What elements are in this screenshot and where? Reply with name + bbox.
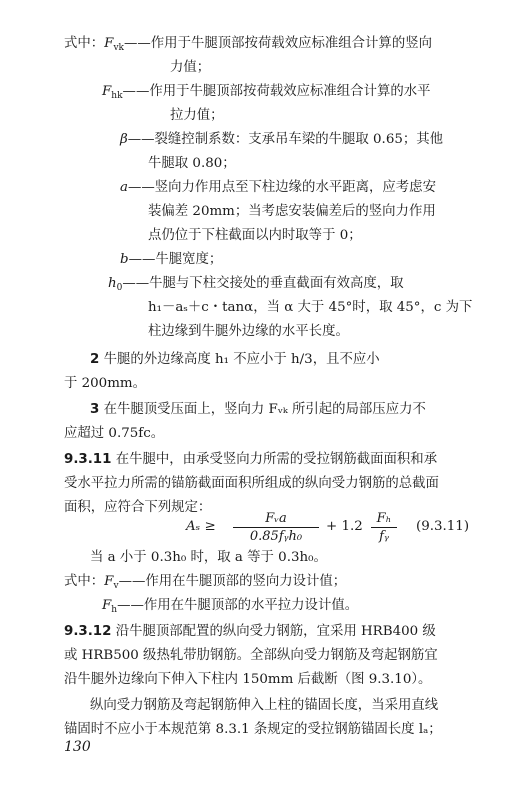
clause-text: 沿牛腿顶部配置的纵向受力钢筋，宜采用 HRB400 级 — [115, 624, 436, 639]
symbol-sub-0: 0 — [116, 283, 123, 293]
symbol-b: b — [120, 252, 129, 267]
definition-text: ——竖向力作用点至下柱边缘的水平距离，应考虑安 — [127, 180, 436, 195]
clause-number: 9.3.11 — [64, 452, 112, 467]
clause-text: 在牛腿顶受压面上，竖向力 Fᵥₖ 所引起的局部压应力不 — [103, 402, 426, 417]
symbol-sub-v: v — [113, 581, 119, 591]
definition-continuation: 点仍位于下柱截面以内时取等于 0； — [148, 228, 362, 243]
clause-continuation: 面积，应符合下列规定： — [64, 500, 212, 515]
definition-h0 — [108, 274, 404, 298]
clause-number: 9.3.12 — [64, 624, 112, 639]
symbol-f: F — [102, 84, 112, 99]
definition-fv — [64, 572, 346, 596]
definition-continuation: 柱边缘到牛腿外边缘的水平长度。 — [148, 324, 349, 339]
formula-number: (9.3.11) — [416, 519, 470, 534]
fraction-numerator: Fₕ — [376, 511, 392, 526]
formula-plus-term: + 1.2 — [326, 519, 363, 534]
clause-continuation: 沿牛腿外边缘向下伸入下柱内 150mm 后截断（图 9.3.10）。 — [64, 672, 432, 687]
clause-text: 在牛腿中，由承受竖向力所需的受拉钢筋截面面积和承 — [115, 452, 438, 467]
clause-number: 3 — [90, 402, 100, 417]
definition-continuation: h₁－aₛ＋c・tanα，当 α 大于 45°时，取 45°，c 为下 — [148, 300, 473, 315]
page-number: 130 — [64, 739, 91, 755]
clause-3 — [90, 400, 426, 420]
symbol-f: F — [102, 598, 112, 613]
fraction-2 — [370, 510, 398, 545]
symbol-f: F — [104, 574, 114, 589]
clause-text: 牛腿的外边缘高度 h₁ 不应小于 h/3，且不应小 — [103, 352, 380, 367]
definition-text: ——牛腿宽度； — [128, 252, 223, 267]
symbol-beta: β — [120, 132, 128, 147]
definition-beta — [120, 130, 443, 150]
formula-9-3-11 — [180, 508, 500, 548]
clause-continuation: 于 200mm。 — [64, 376, 146, 391]
where-label: 式中： — [64, 574, 105, 589]
definition-continuation: 拉力值； — [170, 108, 224, 123]
paragraph-continuation: 锚固时不应小于本规范第 8.3.1 条规定的受拉钢筋锚固长度 lₐ； — [64, 722, 442, 737]
clause-9-3-12 — [64, 622, 436, 642]
symbol-sub-h: h — [111, 605, 118, 615]
definition-text: ——作用于牛腿顶部按荷载效应标准组合计算的水平 — [122, 84, 431, 99]
definition-continuation: 力值； — [170, 60, 211, 75]
fraction-numerator: Fᵥa — [265, 511, 287, 526]
where-label: 式中： — [64, 36, 105, 51]
definition-fhk — [102, 82, 431, 106]
definition-continuation: 装偏差 20mm；当考虑安装偏差后的竖向力作用 — [148, 204, 436, 219]
fraction-denominator: 0.85fᵧh₀ — [249, 529, 303, 544]
paragraph: 纵向受力钢筋及弯起钢筋伸入上柱的锚固长度，当采用直线 — [90, 698, 439, 713]
definition-text: ——作用在牛腿顶部的竖向力设计值； — [118, 574, 347, 589]
definition-text: ——牛腿与下柱交接处的垂直截面有效高度，取 — [122, 276, 404, 291]
definition-fh — [102, 596, 358, 620]
fraction-1 — [232, 510, 320, 545]
definition-text: ——裂缝控制系数：支承吊车梁的牛腿取 0.65；其他 — [127, 132, 444, 147]
clause-2 — [90, 350, 380, 370]
definition-b — [120, 250, 222, 270]
definition-text: ——作用在牛腿顶部的水平拉力设计值。 — [117, 598, 359, 613]
definition-continuation: 牛腿取 0.80； — [148, 156, 236, 171]
definition-fvk — [64, 34, 432, 58]
fraction-denominator: fᵧ — [379, 529, 389, 544]
clause-continuation: 或 HRB500 级热轧带肋钢筋。全部纵向受力钢筋及弯起钢筋宜 — [64, 648, 438, 663]
clause-9-3-11 — [64, 450, 437, 470]
definition-a — [120, 178, 436, 198]
formula-lhs: Aₛ ≥ — [186, 519, 216, 534]
clause-continuation: 受水平拉力所需的锚筋截面面积所组成的纵向受力钢筋的总截面 — [64, 476, 439, 491]
symbol-h: h — [108, 276, 117, 291]
symbol-sub-hk: hk — [111, 91, 123, 101]
symbol-f: F — [104, 36, 114, 51]
formula-condition: 当 a 小于 0.3h₀ 时，取 a 等于 0.3h₀。 — [90, 550, 327, 565]
definition-text: ——作用于牛腿顶部按荷载效应标准组合计算的竖向 — [124, 36, 432, 51]
clause-number: 2 — [90, 352, 100, 367]
clause-continuation: 应超过 0.75fc。 — [64, 426, 165, 441]
symbol-sub-vk: vk — [113, 43, 125, 53]
symbol-a: a — [120, 180, 128, 195]
